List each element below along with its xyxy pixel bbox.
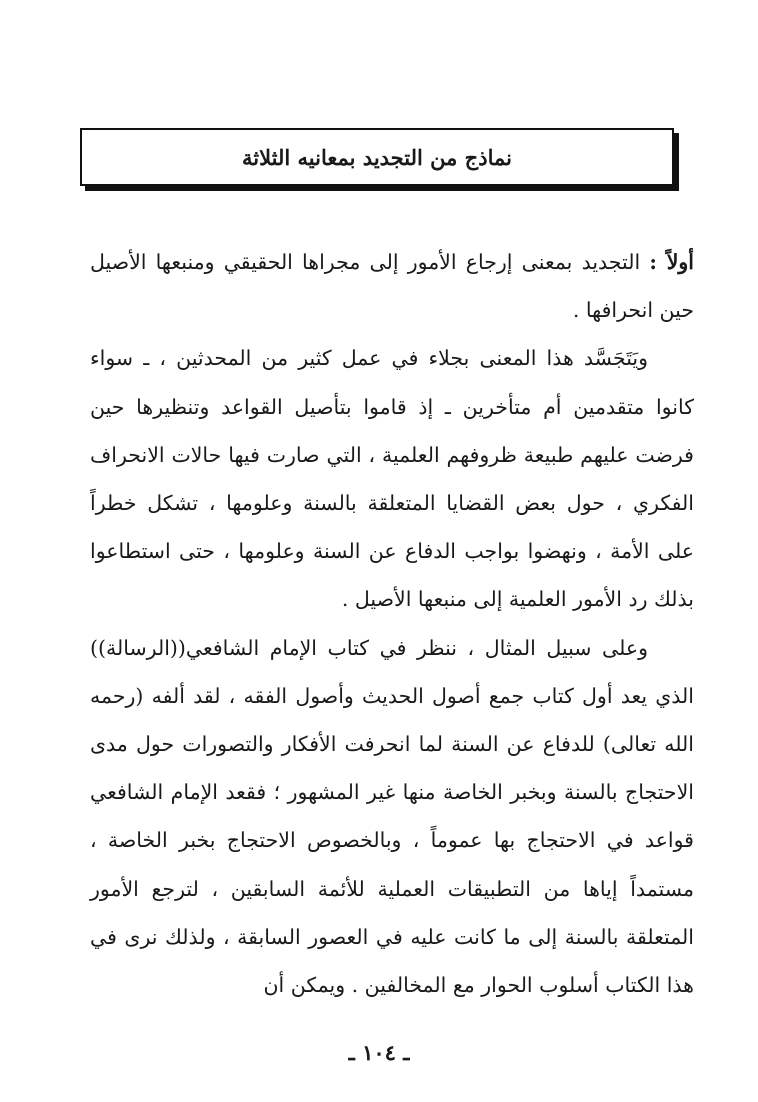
paragraph-text: التجديد بمعنى إرجاع الأمور إلى مجراها الحقيقي ومنبعها الأصيل حين انحرافها . (90, 250, 694, 323)
paragraph-3 (90, 624, 694, 1010)
section-title-box (80, 128, 674, 186)
section-title: نماذج من التجديد بمعانيه الثلاثة (242, 144, 512, 170)
paragraph-2 (90, 334, 694, 623)
body-text (90, 238, 694, 1009)
paragraph-1 (90, 238, 694, 334)
page-number: ـ ١٠٤ ـ (348, 1040, 410, 1065)
paragraph-text: ويَتَجَسَّد هذا المعنى بجلاء في عمل كثير من المحدثين ، ـ سواء كانوا متقدمين أم متأخرين ـ إذ قاموا بتأصيل القواعد وتنظيرها حين فرضت عليهم طبيعة ظروفهم العلمية ، التي صارت فيها حالات الانحراف الفكري ، حول بعض القضايا المتعلقة بالسنة وعلومها ، تشكل خطراً على الأمة ، ونهضوا بواجب الدفاع عن السنة وعلومها ، حتى استطاعوا بذلك رد الأمور العلمية إلى منبعها الأصيل . (90, 346, 694, 612)
paragraph-lead: أولاً : (649, 250, 694, 274)
paragraph-text: وعلى سبيل المثال ، ننظر في كتاب الإمام الشافعي((الرسالة)) الذي يعد أول كتاب جمع أصول الحديث وأصول الفقه ، لقد ألفه (رحمه الله تعالى) للدفاع عن السنة لما انحرفت الأفكار والتصورات حول مدى الاحتجاج بالسنة وبخبر الخاصة منها غير المشهور ؛ فقعد الإمام الشافعي قواعد في الاحتجاج بها عموماً ، وبالخصوص الاحتجاج بخبر الخاصة ، مستمداً إياها من التطبيقات العملية للأئمة السابقين ، لترجع الأمور المتعلقة بالسنة إلى ما كانت عليه في العصور السابقة ، ولذلك نرى في هذا الكتاب أسلوب الحوار مع المخالفين . ويمكن أن (90, 635, 694, 998)
